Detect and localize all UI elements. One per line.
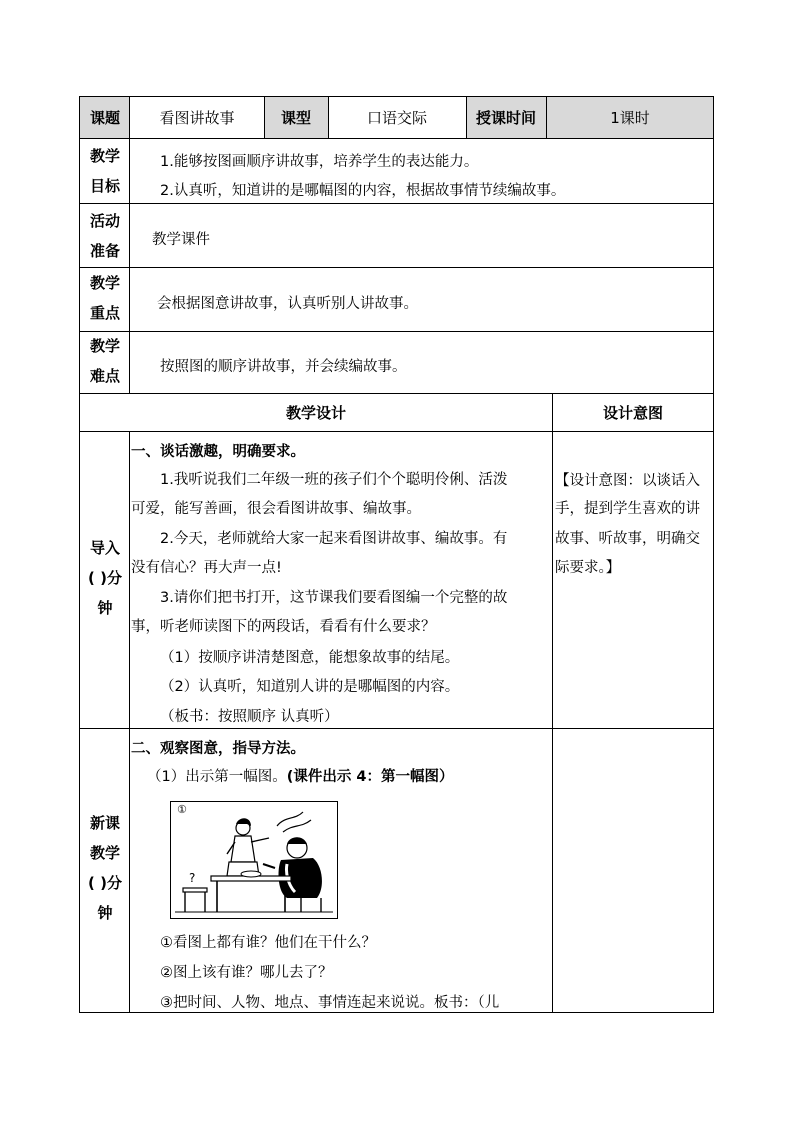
rule-objectives-bottom xyxy=(80,203,714,204)
type-value: 口语交际 xyxy=(366,108,427,127)
question-item: ①看图上都有谁？他们在干什么？ xyxy=(160,935,376,951)
intro-intent-line: 际要求。】 xyxy=(555,560,621,576)
topic-label: 课题 xyxy=(89,108,120,127)
intro-heading: 一、谈话激趣，明确要求。 xyxy=(131,444,305,460)
key-points-text: 会根据图意讲故事，认真听别人讲故事。 xyxy=(157,296,418,312)
rule-preparation-bottom xyxy=(80,267,714,268)
objectives-label: 教学 目标 xyxy=(89,147,120,195)
key-points-label: 教学 重点 xyxy=(89,274,120,322)
story-illustration-drawing xyxy=(171,802,337,918)
intro-line: （2）认真听，知道别人讲的是哪幅图的内容。 xyxy=(160,679,460,695)
intro-line: 2.今天，老师就给大家一起来看图讲故事、编故事。有 xyxy=(160,531,508,547)
intro-line: 没有信心？再大声一点! xyxy=(131,560,282,576)
step1-prefix: （1）出示第一幅图。 xyxy=(147,769,287,785)
preparation-label: 活动 准备 xyxy=(89,212,120,260)
difficulties-label: 教学 难点 xyxy=(89,337,120,385)
intro-line: 可爱，能写善画，很会看图讲故事、编故事。 xyxy=(131,501,421,517)
rule-intro-bottom xyxy=(80,728,714,729)
picture-number: ① xyxy=(177,803,187,816)
intro-line: 事，听老师读图下的两段话，看看有什么要求？ xyxy=(131,619,436,635)
rule-design-header-bottom xyxy=(80,431,714,432)
rule-intent-col xyxy=(552,393,553,1012)
time-value: 1课时 xyxy=(610,108,650,127)
intro-intent-line: 手，提到学生喜欢的讲 xyxy=(555,501,700,517)
question-item: ③把时间、人物、地点、事情连起来说说。板书：（儿 xyxy=(160,995,500,1011)
type-label: 课型 xyxy=(280,108,311,127)
design-header: 教学设计 xyxy=(285,403,346,422)
intro-line: （板书：按照顺序 认真听） xyxy=(160,709,339,725)
intro-line: 1.我听说我们二年级一班的孩子们个个聪明伶俐、活泼 xyxy=(160,472,508,488)
intro-line: （1）按顺序讲清楚图意，能想象故事的结尾。 xyxy=(160,650,460,666)
new-lesson-heading: 二、观察图意，指导方法。 xyxy=(131,741,305,757)
rule-bottom xyxy=(80,1012,714,1013)
intent-header: 设计意图 xyxy=(602,403,663,422)
story-illustration xyxy=(170,801,338,919)
question-item: ②图上该有谁？哪儿去了？ xyxy=(160,965,333,981)
rule-header-bottom xyxy=(80,138,714,139)
difficulties-text: 按照图的顺序讲故事，并会续编故事。 xyxy=(160,359,407,375)
new-lesson-label: 新课 教学 ( )分 钟 xyxy=(88,814,122,922)
time-label: 授课时间 xyxy=(475,108,536,127)
objective-item: 2.认真听，知道讲的是哪幅图的内容，根据故事情节续编故事。 xyxy=(160,183,566,199)
topic-value: 看图讲故事 xyxy=(159,108,235,127)
step1-line xyxy=(147,765,454,786)
intro-line: 3.请你们把书打开，这节课我们要看图编一个完整的故 xyxy=(160,590,508,606)
rule-keypoints-bottom xyxy=(80,331,714,332)
rule-right xyxy=(713,96,714,1013)
intro-intent-line: 【设计意图：以谈话入 xyxy=(555,473,700,489)
objective-item: 1.能够按图画顺序讲故事，培养学生的表达能力。 xyxy=(160,154,479,170)
svg-text:?: ? xyxy=(189,871,196,885)
intro-intent-line: 故事、听故事，明确交 xyxy=(555,531,700,547)
intro-label: 导入 ( )分 钟 xyxy=(88,539,122,617)
preparation-text: 教学课件 xyxy=(152,232,210,248)
step1-courseware: (课件出示 4：第一幅图） xyxy=(286,769,454,785)
